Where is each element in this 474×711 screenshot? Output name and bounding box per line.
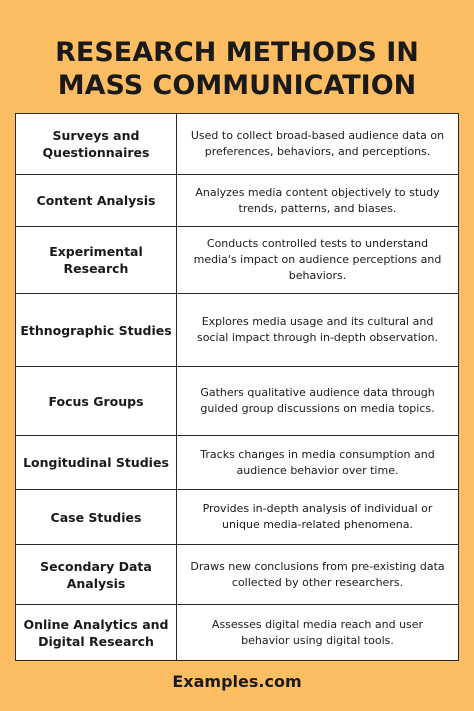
methods-table [15, 113, 459, 661]
method-name: Experimental Research [16, 227, 177, 294]
table-row [16, 605, 459, 661]
table-row [16, 436, 459, 490]
method-description: Gathers qualitative audience data through guided group discussions on media topics. [177, 367, 459, 436]
method-description: Tracks changes in media consumption and audience behavior over time. [177, 436, 459, 490]
method-name: Content Analysis [16, 175, 177, 227]
method-name: Longitudinal Studies [16, 436, 177, 490]
method-description: Conducts controlled tests to understand media's impact on audience perceptions and behaviors. [177, 227, 459, 294]
method-name: Online Analytics and Digital Research [16, 605, 177, 661]
table-row [16, 545, 459, 605]
title-line-2: MASS COMMUNICATION [57, 70, 417, 101]
method-name: Focus Groups [16, 367, 177, 436]
method-description: Draws new conclusions from pre-existing data collected by other researchers. [177, 545, 459, 605]
table-row [16, 294, 459, 367]
table-row [16, 227, 459, 294]
method-name: Case Studies [16, 490, 177, 545]
table-row [16, 114, 459, 175]
method-description: Explores media usage and its cultural and social impact through in-depth observation. [177, 294, 459, 367]
table-row [16, 490, 459, 545]
method-description: Assesses digital media reach and user behavior using digital tools. [177, 605, 459, 661]
method-name: Ethnographic Studies [16, 294, 177, 367]
method-name: Secondary Data Analysis [16, 545, 177, 605]
method-description: Provides in-depth analysis of individual or unique media-related phenomena. [177, 490, 459, 545]
page-title [0, 36, 474, 102]
title-line-1: RESEARCH METHODS IN [55, 37, 419, 68]
method-name: Surveys and Questionnaires [16, 114, 177, 175]
method-description: Analyzes media content objectively to study trends, patterns, and biases. [177, 175, 459, 227]
method-description: Used to collect broad-based audience data on preferences, behaviors, and perceptions. [177, 114, 459, 175]
footer-brand: Examples.com [172, 672, 302, 691]
table-row [16, 175, 459, 227]
table-row [16, 367, 459, 436]
